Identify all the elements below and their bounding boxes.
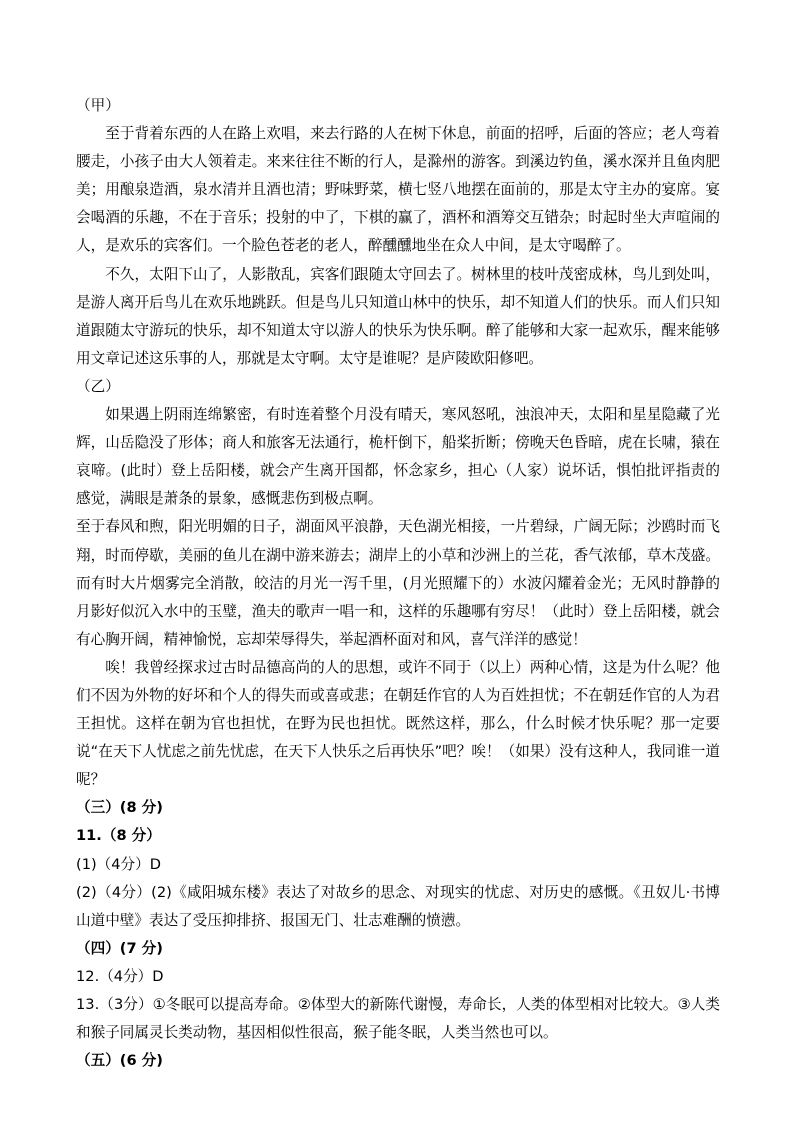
question-11-heading: 11.（8 分） — [76, 827, 161, 845]
question-12-answer: 12.（4分）D — [76, 967, 164, 985]
section-3-heading: （三）(8 分) — [76, 799, 163, 817]
section-5-heading: （五）(6 分) — [76, 1052, 163, 1070]
section-4-heading: （四）(7 分) — [76, 939, 163, 957]
document-content — [76, 92, 720, 1075]
passage-jia-paragraph-2: 不久，太阳下山了，人影散乱，宾客们跟随太守回去了。树林里的枝叶茂密成林，鸟儿到处叫，是游人离开后鸟儿在欢乐地跳跃。但是鸟儿只知道山林中的快乐，却不知道人们的快乐。而人们只知道跟随太守游玩的快乐，却不知道太守以游人的快乐为快乐啊。醉了能够和大家一起欢乐，醒来能够用文章记述这乐事的人，那就是太守啊。太守是谁呢？是庐陵欧阳修吧。 — [76, 265, 720, 367]
passage-jia-paragraph-1: 至于背着东西的人在路上欢唱，来去行路的人在树下休息，前面的招呼，后面的答应；老人弯着腰走，小孩子由大人领着走。来来往往不断的行人，是滁州的游客。到溪边钓鱼，溪水深并且鱼肉肥美；用酿泉造酒，泉水清并且酒也清；野味野菜，横七竖八地摆在面前的，那是太守主办的宴席。宴会喝酒的乐趣，不在于音乐；投射的中了，下棋的赢了，酒杯和酒筹交互错杂；时起时坐大声喧闹的人，是欢乐的宾客们。一个脸色苍老的老人，醉醺醺地坐在众人中间，是太守喝醉了。 — [76, 125, 720, 255]
passage-yi-paragraph-1: 如果遇上阴雨连绵繁密，有时连着整个月没有晴天，寒风怒吼，浊浪冲天，太阳和星星隐藏了光辉，山岳隐没了形体；商人和旅客无法通行，桅杆倒下，船桨折断；傍晚天色昏暗，虎在长啸，猿在哀啼。(此时）登上岳阳楼，就会产生离开国都，怀念家乡，担心（人家）说坏话，惧怕批评指责的感觉，满眼是萧条的景象，感慨悲伤到极点啊。 — [76, 406, 720, 508]
passage-jia-label: （甲） — [76, 97, 120, 114]
question-11-part-1: (1)（4分）D — [76, 855, 161, 873]
question-11-part-2: (2)（4分）(2)《咸阳城东楼》表达了对故乡的思念、对现实的忧虑、对历史的感慨。《丑奴儿·书博山道中壁》表达了受压抑排挤、报国无门、壮志难酬的愤懑。 — [76, 883, 720, 929]
passage-yi-paragraph-3: 唉！我曾经探求过古时品德高尚的人的思想，或许不同于（以上）两种心情，这是为什么呢？他们不因为外物的好坏和个人的得失而或喜或悲；在朝廷作官的人为百姓担忧；不在朝廷作官的人为君王担忧。这样在朝为官也担忧，在野为民也担忧。既然这样，那么，什么时候才快乐呢？那一定要说“在天下人忧虑之前先忧虑，在天下人快乐之后再快乐”吧？唉！（如果）没有这种人，我同谁一道呢？ — [76, 658, 720, 789]
passage-yi-label: （乙） — [76, 377, 120, 395]
passage-yi-paragraph-2: 至于春风和煦，阳光明媚的日子，湖面风平浪静，天色湖光相接，一片碧绿，广阔无际；沙鸥时而飞翔，时而停歇，美丽的鱼儿在湖中游来游去；湖岸上的小草和沙洲上的兰花，香气浓郁，草木茂盛。而有时大片烟雾完全消散，皎洁的月光一泻千里，(月光照耀下的）水波闪耀着金光；无风时静静的月影好似沉入水中的玉璧，渔夫的歌声一唱一和，这样的乐趣哪有穷尽！（此时）登上岳阳楼，就会有心胸开阔，精神愉悦，忘却荣辱得失，举起酒杯面对和风，喜气洋洋的感觉！ — [76, 518, 720, 648]
question-13-answer: 13.（3分）①冬眠可以提高寿命。②体型大的新陈代谢慢，寿命长，人类的体型相对比较大。③人类和猴子同属灵长类动物，基因相似性很高，猴子能冬眠，人类当然也可以。 — [76, 996, 720, 1042]
